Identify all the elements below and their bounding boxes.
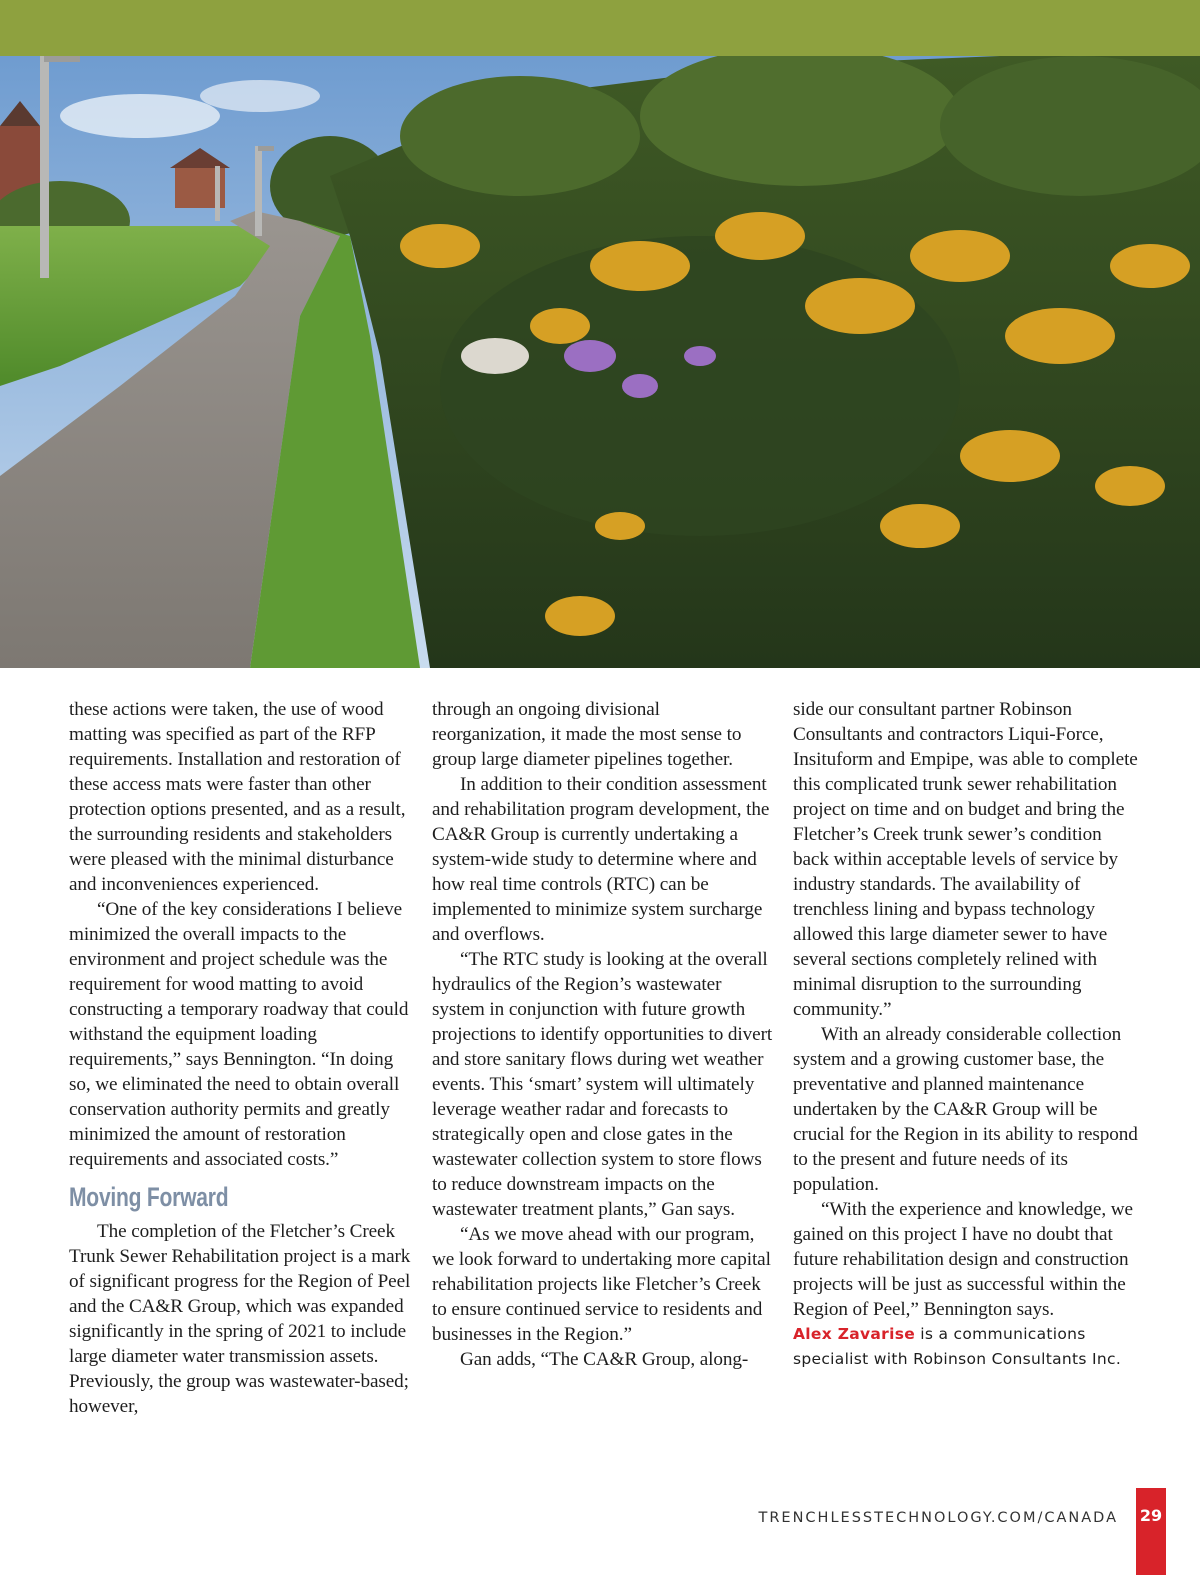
paragraph: With an already considerable collection system and a growing customer base, the preventative and planned maintenance undertaken by the CA&R Group will be crucial for the Region in its ability to respond to the present and future needs of its population.: [793, 1024, 1138, 1195]
footer-website-url: TRENCHLESSTECHNOLOGY.COM/CANADA: [758, 1510, 1118, 1526]
author-bio: [793, 1322, 1138, 1372]
section-heading: Moving Forward: [69, 1182, 229, 1212]
paragraph: through an ongoing divisional reorganization, it made the most sense to group large diameter pipelines together.: [432, 699, 742, 770]
paragraph: side our consultant partner Robinson Consultants and contractors Liqui-Force, Insituform and Empipe, was able to complete this complicated trunk sewer rehabilitation project on time and on budget and bring the Fletcher’s Creek trunk sewer’s condition back within acceptable levels of service by industry standards. The availability of trenchless lining and bypass technology allowed this large diameter sewer to have several sections completely relined with minimal disruption to the surrounding community.”: [793, 699, 1138, 1020]
text-column-3: [793, 697, 1138, 1372]
paragraph: In addition to their condition assessment and rehabilitation program development, the CA&R Group is currently undertaking a system-wide study to determine where and how real time controls (RTC) can be implemented to minimize system surcharge and overflows.: [432, 774, 770, 945]
trail-wildflower-photo: [0, 56, 1200, 668]
paragraph: “With the experience and knowledge, we gained on this project I have no doubt that future rehabilitation design and construction projects will be just as successful within the Region of Peel,” Bennington says.: [793, 1199, 1133, 1320]
paragraph: Gan adds, “The CA&R Group, along-: [460, 1349, 749, 1370]
author-name: Alex Zavarise: [793, 1325, 916, 1343]
text-column-1: [69, 697, 414, 1419]
paragraph: “As we move ahead with our program, we look forward to undertaking more capital rehabilitation projects like Fletcher’s Creek to ensure continued service to residents and businesses in the Region.”: [432, 1224, 771, 1345]
paragraph: The completion of the Fletcher’s Creek Trunk Sewer Rehabilitation project is a mark of significant progress for the Region of Peel and the CA&R Group, which was expanded significantly in the spring of 2021 to include large diameter water transmission assets. Previously, the group was wastewater-based; however,: [69, 1221, 411, 1417]
paragraph: these actions were taken, the use of wood matting was specified as part of the RFP requirements. Installation and restoration of these access mats were faster than other protection options presented, and as a result, the surrounding residents and stakeholders were pleased with the minimal disturbance and inconveniences experienced.: [69, 699, 406, 895]
paragraph: “The RTC study is looking at the overall hydraulics of the Region’s wastewater system in conjunction with future growth projections to identify opportunities to divert and store sanitary flows during wet weather events. This ‘smart’ system will ultimately leverage weather radar and forecasts to strategically open and close gates in the wastewater collection system to store flows to reduce downstream impacts on the wastewater treatment plants,” Gan says.: [432, 949, 773, 1220]
author-bio-text: is a communications specialist with Robinson Consultants Inc.: [793, 1325, 1122, 1368]
header-color-band: [0, 0, 1200, 56]
text-column-2: [432, 697, 777, 1372]
paragraph: “One of the key considerations I believe minimized the overall impacts to the environment and project schedule was the requirement for wood matting to avoid constructing a temporary roadway that could withstand the equipment loading requirements,” says Bennington. “In doing so, we eliminated the need to obtain overall conservation authority permits and greatly minimized the amount of restoration requirements and associated costs.”: [69, 899, 409, 1170]
page-number: 29: [1136, 1488, 1166, 1575]
